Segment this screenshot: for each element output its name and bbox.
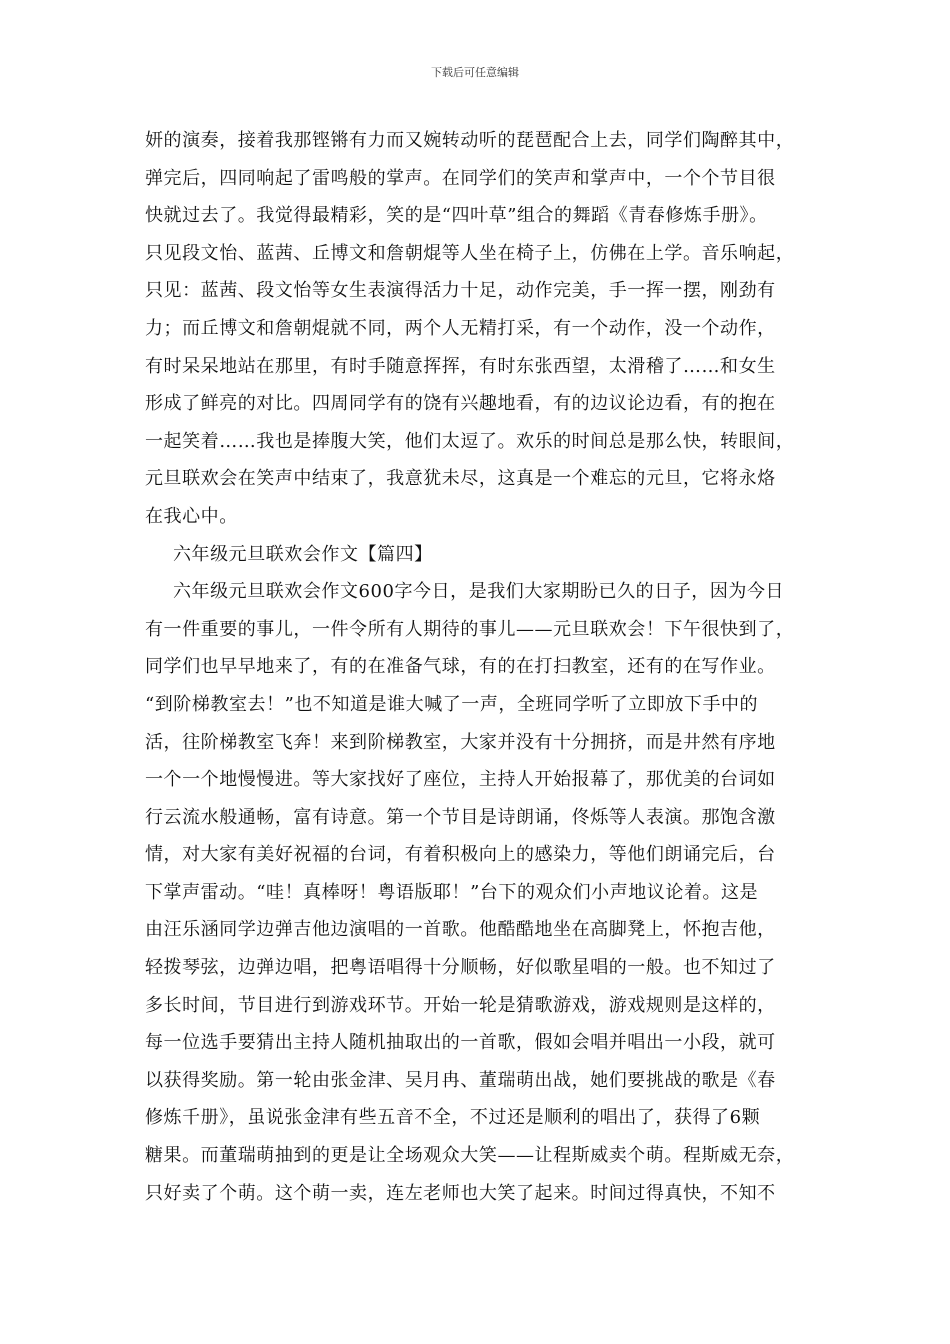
text-line: 下掌声雷动。“哇！真棒呀！粤语版耶！”台下的观众们小声地议论着。这是 <box>145 881 759 903</box>
text-line: 以获得奖励。第一轮由张金津、吴月冉、董瑞萌出战，她们要挑战的歌是《春 <box>145 1069 776 1091</box>
text-line: 同学们也早早地来了，有的在准备气球，有的在打扫教室，还有的在写作业。 <box>145 656 776 678</box>
text-line: 每一位选手要猜出主持人随机抽取出的一首歌，假如会唱并唱出一小段，就可 <box>145 1032 776 1054</box>
text-line: 只见：蓝茜、段文怡等女生表演得活力十足，动作完美，手一挥一摆，刚劲有 <box>145 280 776 302</box>
text-line: 多长时间，节目进行到游戏环节。开始一轮是猜歌游戏，游戏规则是这样的， <box>145 994 776 1016</box>
text-line: 六年级元旦联欢会作文【篇四】 <box>173 543 433 565</box>
document-body <box>145 122 815 1212</box>
text-line: 有时呆呆地站在那里，有时手随意挥挥，有时东张西望，太滑稽了……和女生 <box>145 355 776 377</box>
page-header-note: 下载后可任意编辑 <box>431 66 519 79</box>
text-line: 行云流水般通畅，富有诗意。第一个节目是诗朗诵，佟烁等人表演。那饱含激 <box>145 806 776 828</box>
text-line: 轻拨琴弦，边弹边唱，把粤语唱得十分顺畅，好似歌星唱的一般。也不知过了 <box>145 957 776 979</box>
text-line: 活，往阶梯教室飞奔！来到阶梯教室，大家并没有十分拥挤，而是井然有序地 <box>145 731 776 753</box>
text-line: 形成了鲜亮的对比。四周同学有的饶有兴趣地看，有的边议论边看，有的抱在 <box>145 393 776 415</box>
text-line: 在我心中。 <box>145 505 238 527</box>
text-line: 快就过去了。我觉得最精彩，笑的是“四叶草”组合的舞蹈《青春修炼手册》。 <box>145 205 768 227</box>
text-line: 一个一个地慢慢进。等大家找好了座位，主持人开始报幕了，那优美的台词如 <box>145 769 776 791</box>
text-line: 只见段文怡、蓝茜、丘博文和詹朝焜等人坐在椅子上，仿佛在上学。音乐响起， <box>145 242 795 264</box>
text-line: 一起笑着……我也是捧腹大笑，他们太逗了。欢乐的时间总是那么快，转眼间， <box>145 430 795 452</box>
text-line: “到阶梯教室去！”也不知道是谁大喊了一声，全班同学听了立即放下手中的 <box>145 693 759 715</box>
text-line: 弹完后，四同响起了雷鸣般的掌声。在同学们的笑声和掌声中，一个个节目很 <box>145 167 776 189</box>
text-line: 糖果。而董瑞萌抽到的更是让全场观众大笑——让程斯威卖个萌。程斯威无奈， <box>145 1145 795 1167</box>
text-line: 六年级元旦联欢会作文600字今日，是我们大家期盼已久的日子，因为今日 <box>173 581 785 603</box>
text-line: 力；而丘博文和詹朝焜就不同，两个人无精打采，有一个动作，没一个动作， <box>145 317 776 339</box>
text-line: 只好卖了个萌。这个萌一卖，连左老师也大笑了起来。时间过得真快，不知不 <box>145 1182 776 1204</box>
text-line: 妍的演奏，接着我那铿锵有力而又婉转动听的琵琶配合上去，同学们陶醉其中， <box>145 130 795 151</box>
text-line: 情，对大家有美好祝福的台词，有着积极向上的感染力，等他们朗诵完后，台 <box>145 844 776 866</box>
text-line: 修炼千册》，虽说张金津有些五音不全，不过还是顺利的唱出了，获得了6颗 <box>145 1107 761 1129</box>
text-line: 由汪乐涵同学边弹吉他边演唱的一首歌。他酷酷地坐在高脚凳上，怀抱吉他， <box>145 919 776 941</box>
text-line: 元旦联欢会在笑声中结束了，我意犹未尽，这真是一个难忘的元旦，它将永烙 <box>145 468 776 490</box>
text-line: 有一件重要的事儿，一件令所有人期待的事儿——元旦联欢会！下午很快到了， <box>145 618 795 640</box>
